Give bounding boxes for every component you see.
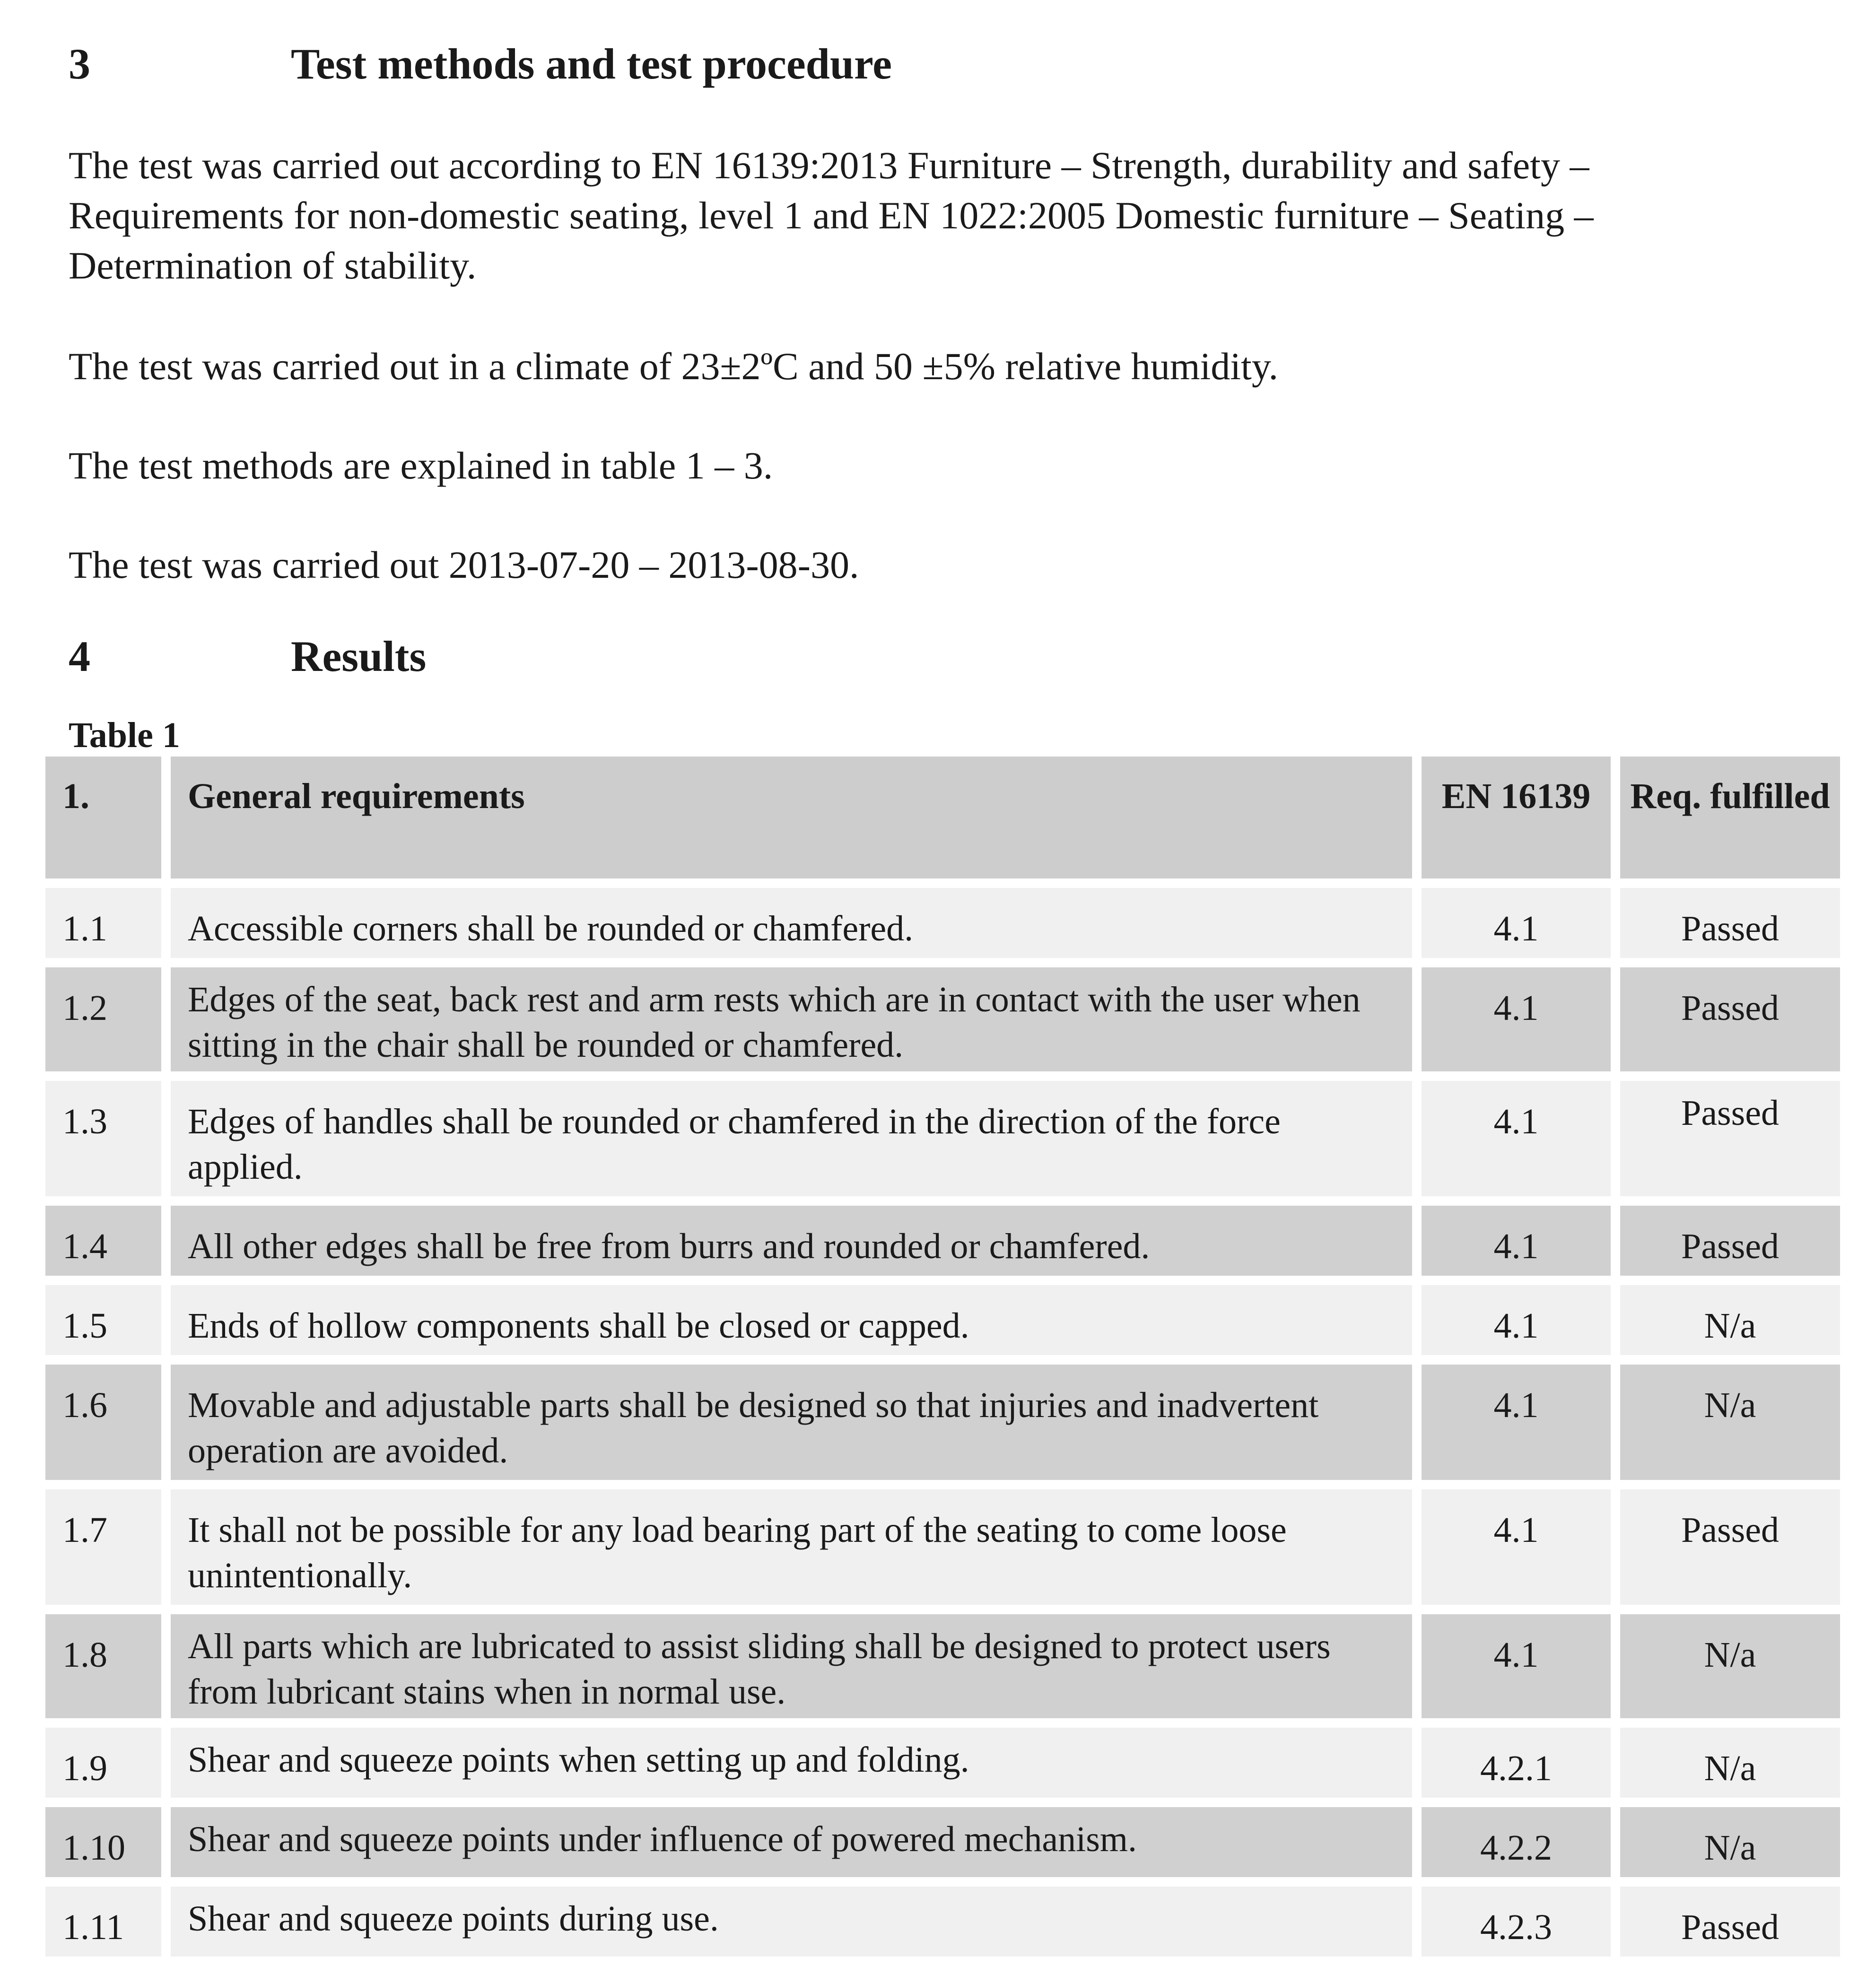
header-standard-cell xyxy=(1422,757,1611,879)
row-fulfilled-cell: Passed xyxy=(1620,1206,1840,1276)
table-row xyxy=(45,888,1840,958)
row-requirement-cell: Shear and squeeze points under influence of powered mechanism. xyxy=(171,1807,1412,1877)
row-requirement-cell: It shall not be possible for any load bearing part of the seating to come loose unintentionally. xyxy=(171,1489,1412,1605)
row-standard-cell: 4.2.2 xyxy=(1422,1807,1611,1877)
row-standard-cell: 4.2.1 xyxy=(1422,1728,1611,1798)
table-row xyxy=(45,1728,1840,1798)
row-fulfilled-cell: Passed xyxy=(1620,1887,1840,1957)
row-requirement-cell: Shear and squeeze points during use. xyxy=(171,1887,1412,1957)
row-requirement-cell: Edges of handles shall be rounded or chamfered in the direction of the force applied. xyxy=(171,1081,1412,1196)
table-row xyxy=(45,1081,1840,1196)
table-row xyxy=(45,1614,1840,1718)
header-requirement-cell: General requirements xyxy=(171,757,1412,879)
row-fulfilled-cell: N/a xyxy=(1620,1614,1840,1718)
paragraph-climate: The test was carried out in a climate of 23±2ºC and 50 ±5% relative humidity. xyxy=(69,345,1279,388)
header-number-cell: 1. xyxy=(45,757,161,879)
row-standard-cell: 4.1 xyxy=(1422,967,1611,1071)
row-standard-cell: 4.1 xyxy=(1422,1081,1611,1196)
table-header-row xyxy=(45,757,1840,879)
table-row xyxy=(45,1206,1840,1276)
row-standard-cell: 4.1 xyxy=(1422,1365,1611,1480)
row-standard-cell: 4.1 xyxy=(1422,1206,1611,1276)
row-fulfilled-cell: Passed xyxy=(1620,1081,1840,1196)
row-requirement-cell: Edges of the seat, back rest and arm rests which are in contact with the user when sitting in the chair shall be rounded or chamfered. xyxy=(171,967,1412,1071)
section-3-title: Test methods and test procedure xyxy=(291,40,892,88)
section-4-title: Results xyxy=(291,632,427,680)
header-fulfilled-cell xyxy=(1620,757,1840,879)
section-4-number: 4 xyxy=(69,632,90,680)
row-number-cell: 1.1 xyxy=(45,888,161,958)
row-standard-cell: 4.1 xyxy=(1422,1285,1611,1355)
row-number-cell: 1.10 xyxy=(45,1807,161,1877)
row-number-cell: 1.5 xyxy=(45,1285,161,1355)
table-row xyxy=(45,1285,1840,1355)
row-fulfilled-cell: N/a xyxy=(1620,1728,1840,1798)
row-standard-cell: 4.1 xyxy=(1422,888,1611,958)
row-number-cell: 1.6 xyxy=(45,1365,161,1480)
row-fulfilled-cell: Passed xyxy=(1620,967,1840,1071)
table-row xyxy=(45,1365,1840,1480)
row-requirement-cell: All other edges shall be free from burrs and rounded or chamfered. xyxy=(171,1206,1412,1276)
results-table xyxy=(36,747,1850,1966)
row-requirement-cell: Ends of hollow components shall be closed or capped. xyxy=(171,1285,1412,1355)
table-row xyxy=(45,1489,1840,1605)
row-fulfilled-cell: N/a xyxy=(1620,1365,1840,1480)
row-standard-cell: 4.1 xyxy=(1422,1614,1611,1718)
row-requirement-cell: Movable and adjustable parts shall be designed so that injuries and inadvertent operation are avoided. xyxy=(171,1365,1412,1480)
header-fulfilled-label: Req. fulfilled xyxy=(1630,776,1830,816)
paragraph-test-standard: The test was carried out according to EN 16139:2013 Furniture – Strength, durability and safety – Requirements for non-domestic seating, level 1 and EN 1022:2005 Domestic furniture – Seating – Determination of stability. xyxy=(69,144,1594,287)
row-requirement-cell: All parts which are lubricated to assist sliding shall be designed to protect users from lubricant stains when in normal use. xyxy=(171,1614,1412,1718)
row-number-cell: 1.4 xyxy=(45,1206,161,1276)
paragraph-test-dates: The test was carried out 2013-07-20 – 2013-08-30. xyxy=(69,543,859,586)
row-fulfilled-cell: Passed xyxy=(1620,1489,1840,1605)
paragraph-methods: The test methods are explained in table 1 – 3. xyxy=(69,444,773,487)
row-number-cell: 1.2 xyxy=(45,967,161,1071)
row-fulfilled-cell: N/a xyxy=(1620,1807,1840,1877)
row-standard-cell: 4.2.3 xyxy=(1422,1887,1611,1957)
row-number-cell: 1.9 xyxy=(45,1728,161,1798)
row-number-cell: 1.8 xyxy=(45,1614,161,1718)
header-standard-label: EN 16139 xyxy=(1441,776,1591,816)
row-standard-cell: 4.1 xyxy=(1422,1489,1611,1605)
row-number-cell: 1.7 xyxy=(45,1489,161,1605)
row-fulfilled-cell: N/a xyxy=(1620,1285,1840,1355)
row-fulfilled-cell: Passed xyxy=(1620,888,1840,958)
table-row xyxy=(45,1807,1840,1877)
row-number-cell: 1.3 xyxy=(45,1081,161,1196)
row-number-cell: 1.11 xyxy=(45,1887,161,1957)
table-caption: Table 1 xyxy=(69,715,180,755)
table-row xyxy=(45,967,1840,1071)
section-3-number: 3 xyxy=(69,40,90,88)
table-row xyxy=(45,1887,1840,1957)
row-requirement-cell: Accessible corners shall be rounded or chamfered. xyxy=(171,888,1412,958)
row-requirement-cell: Shear and squeeze points when setting up and folding. xyxy=(171,1728,1412,1798)
